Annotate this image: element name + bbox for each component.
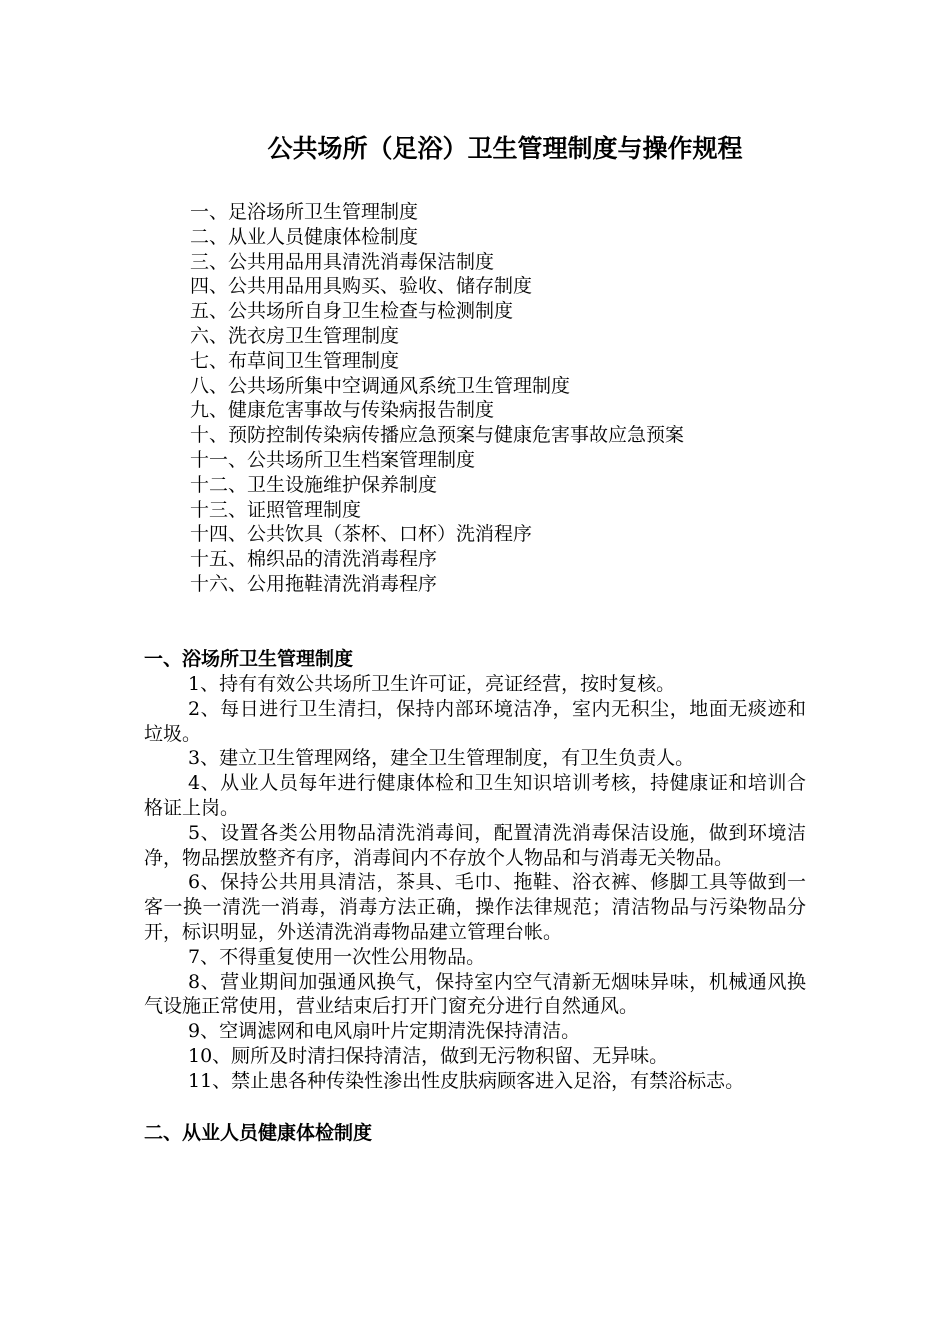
toc-item: 五、公共场所自身卫生检查与检测制度 [190,300,514,323]
toc-item: 十六、公用拖鞋清洗消毒程序 [190,572,438,595]
toc-item: 二、从业人员健康体检制度 [190,225,419,248]
toc-item: 十二、卫生设施维护保养制度 [190,473,438,496]
toc-item: 八、公共场所集中空调通风系统卫生管理制度 [190,374,571,397]
toc-item: 四、公共用品用具购买、验收、储存制度 [190,275,533,298]
section-spacer [144,1094,806,1120]
toc-item: 六、洗衣房卫生管理制度 [190,324,400,347]
section-heading: 一、浴场所卫生管理制度 [144,648,354,670]
toc-item: 十、预防控制传染病传播应急预案与健康危害事故应急预案 [190,424,685,447]
paragraph: 9、空调滤网和电风扇叶片定期清洗保持清洁。 [188,1020,581,1043]
toc-item: 三、公共用品用具清洗消毒保洁制度 [190,250,495,273]
paragraph: 6、保持公共用具清洁，茶具、毛巾、拖鞋、浴衣裤、修脚工具等做到一客一换一清洗一消毒，消毒方法正确，操作法律规范；清洁物品与污染物品分开，标识明显，外送清洗消毒物品建立管理台帐。 [144,871,806,943]
toc-item: 十五、棉织品的清洗消毒程序 [190,548,438,571]
paragraph: 2、每日进行卫生清扫，保持内部环境洁净，室内无积尘，地面无痰迹和垃圾。 [144,697,806,745]
table-of-contents [190,200,684,597]
paragraph: 7、不得重复使用一次性公用物品。 [188,945,486,968]
document-title: 公共场所（足浴）卫生管理制度与操作规程 [267,134,743,163]
paragraph: 4、从业人员每年进行健康体检和卫生知识培训考核，持健康证和培训合格证上岗。 [144,772,806,819]
section-heading: 二、从业人员健康体检制度 [144,1121,373,1144]
toc-item: 九、健康危害事故与传染病报告制度 [190,399,495,422]
paragraph: 5、设置各类公用物品清洗消毒间，配置清洗消毒保洁设施，做到环境洁净，物品摆放整齐有序，消毒间内不存放个人物品和与消毒无关物品。 [144,821,806,869]
toc-item: 十四、公共饮具（茶杯、口杯）洗消程序 [190,523,533,546]
toc-item: 十一、公共场所卫生档案管理制度 [190,448,476,471]
toc-item: 七、布草间卫生管理制度 [190,349,400,372]
paragraph: 3、建立卫生管理网络，建全卫生管理制度，有卫生负责人。 [188,747,695,770]
paragraph: 10、厕所及时清扫保持清洁，做到无污物积留、无异味。 [188,1044,669,1067]
toc-item: 一、足浴场所卫生管理制度 [190,201,419,223]
document-body [144,646,806,1146]
paragraph: 8、营业期间加强通风换气，保持室内空气清新无烟味异味，机械通风换气设施正常使用，营业结束后打开门窗充分进行自然通风。 [144,970,806,1018]
paragraph: 1、持有有效公共场所卫生许可证，亮证经营，按时复核。 [188,673,676,695]
toc-item: 十三、证照管理制度 [190,498,362,521]
paragraph: 11、禁止患各种传染性渗出性皮肤病顾客进入足浴，有禁浴标志。 [188,1069,745,1092]
